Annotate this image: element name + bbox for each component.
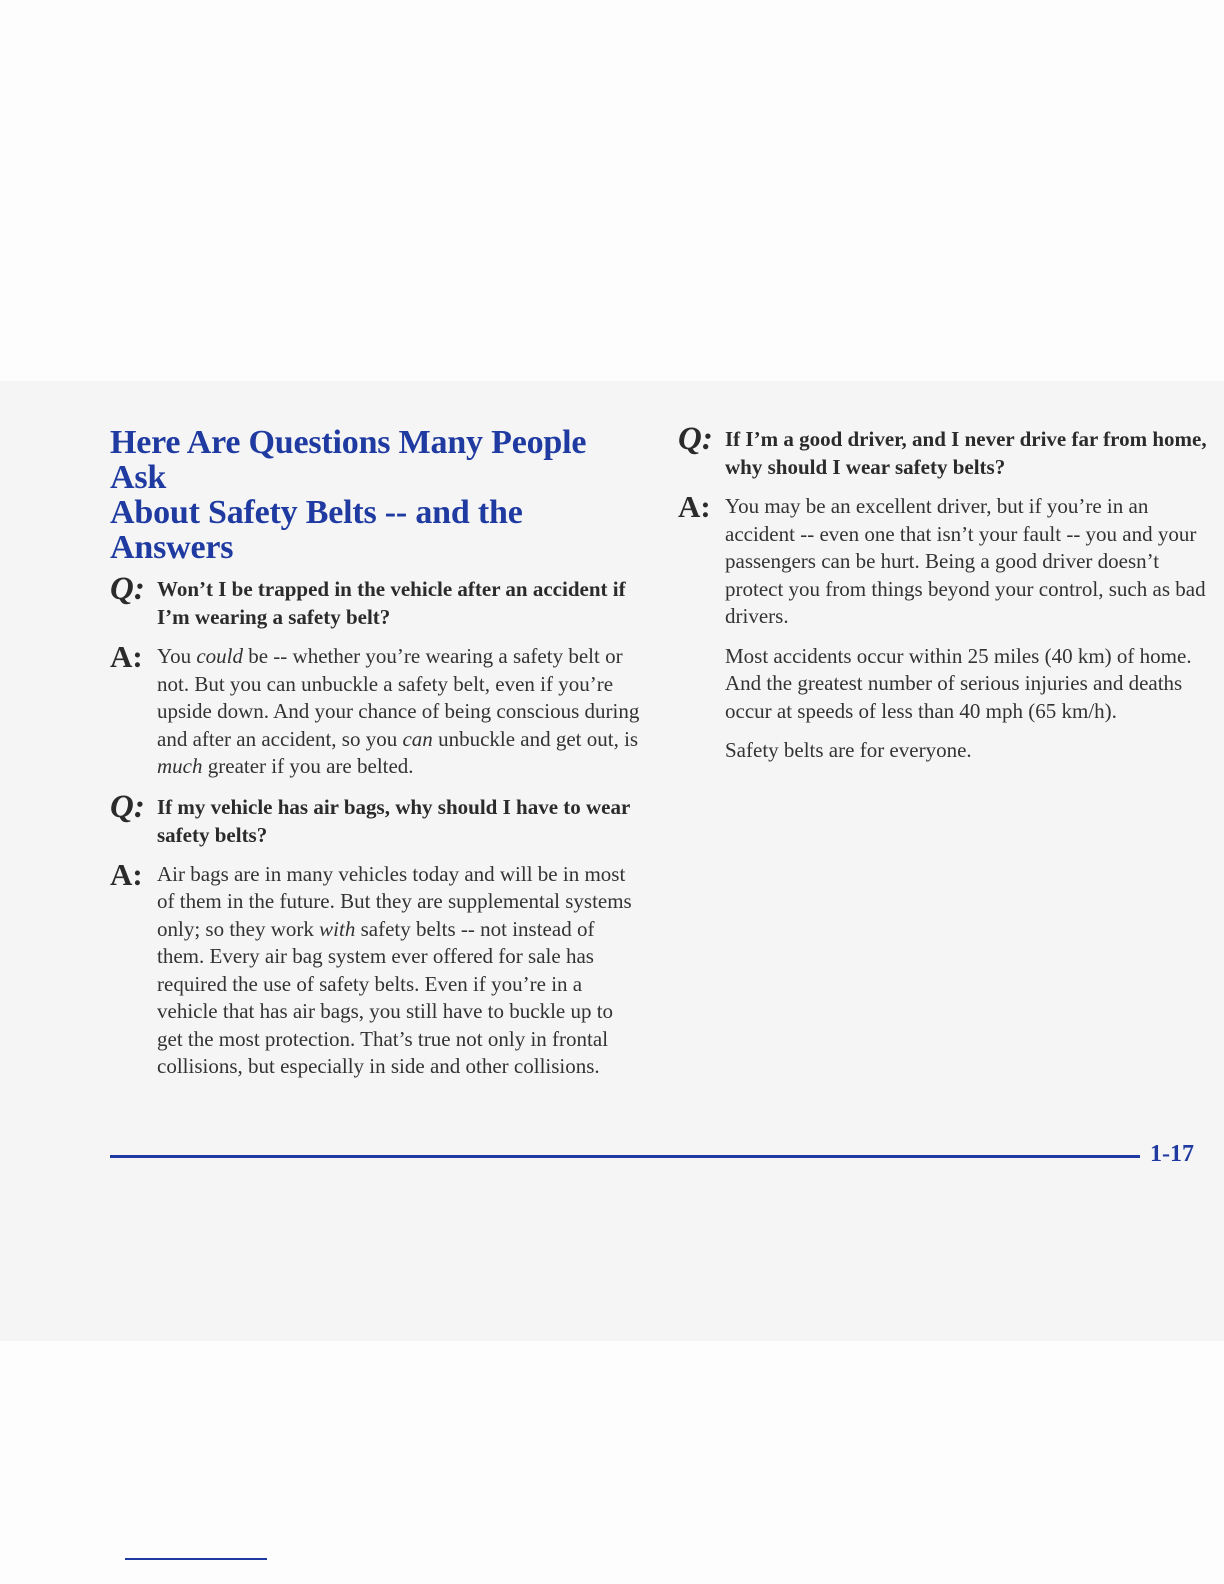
question-marker: Q:	[110, 788, 145, 825]
section-heading	[110, 425, 640, 565]
bottom-rule	[125, 1558, 267, 1560]
answer-2-text: Air bags are in many vehicles today and will be in most of them in the future. But they are supplemental systems only; so they work with safety belts -- not instead of them. Every air bag system ever offered for sale has required the use of safety belts. Even if you’re in a vehicle that has air bags, you still have to buckle up to get the most protection. That’s true not only in frontal collisions, but especially in side and other collisions.	[157, 861, 632, 1078]
answer-marker: A:	[110, 639, 143, 674]
heading-line-1: Here Are Questions Many People Ask	[110, 424, 587, 496]
answer-3-paragraph-3: Safety belts are for everyone.	[725, 738, 972, 762]
question-3-text: If I’m a good driver, and I never drive far from home, why should I wear safety belts?	[725, 427, 1207, 479]
footer-rule	[110, 1155, 1140, 1158]
answer-1	[110, 639, 640, 781]
answer-1-text: You could be -- whether you’re wearing a safety belt or not. But you can unbuckle a safety belt, even if you’re upside down. And your chance of being conscious during and after an accident, so you can unbuckle and get out, is much greater if you are belted.	[157, 644, 640, 778]
question-2-text: If my vehicle has air bags, why should I have to wear safety belts?	[157, 794, 630, 847]
question-1	[110, 571, 640, 631]
right-column	[678, 421, 1208, 765]
page-number: 1-17	[1150, 1141, 1194, 1167]
answer-3-paragraph-2: Most accidents occur within 25 miles (40 km) of home. And the greatest number of serious injuries and deaths occur at speeds of less than 40 mph (65 km/h).	[725, 643, 1192, 723]
heading-line-2: About Safety Belts -- and the Answers	[110, 494, 523, 566]
question-1-text: Won’t I be trapped in the vehicle after an accident if I’m wearing a safety belt?	[157, 577, 626, 629]
question-marker: Q:	[110, 571, 145, 607]
answer-3	[678, 489, 1208, 631]
question-2	[110, 788, 640, 849]
answer-2	[110, 856, 640, 1081]
answer-marker: A:	[678, 489, 711, 524]
question-marker: Q:	[678, 421, 713, 457]
left-column	[110, 425, 640, 1093]
answer-3-text: You may be an excellent driver, but if you’re in an accident -- even one that isn’t your fault -- you and your passengers can be hurt. Being a good driver doesn’t protect you from things beyond your control, such as bad drivers.	[725, 494, 1206, 628]
answer-marker: A:	[110, 856, 143, 892]
question-3	[678, 421, 1208, 481]
